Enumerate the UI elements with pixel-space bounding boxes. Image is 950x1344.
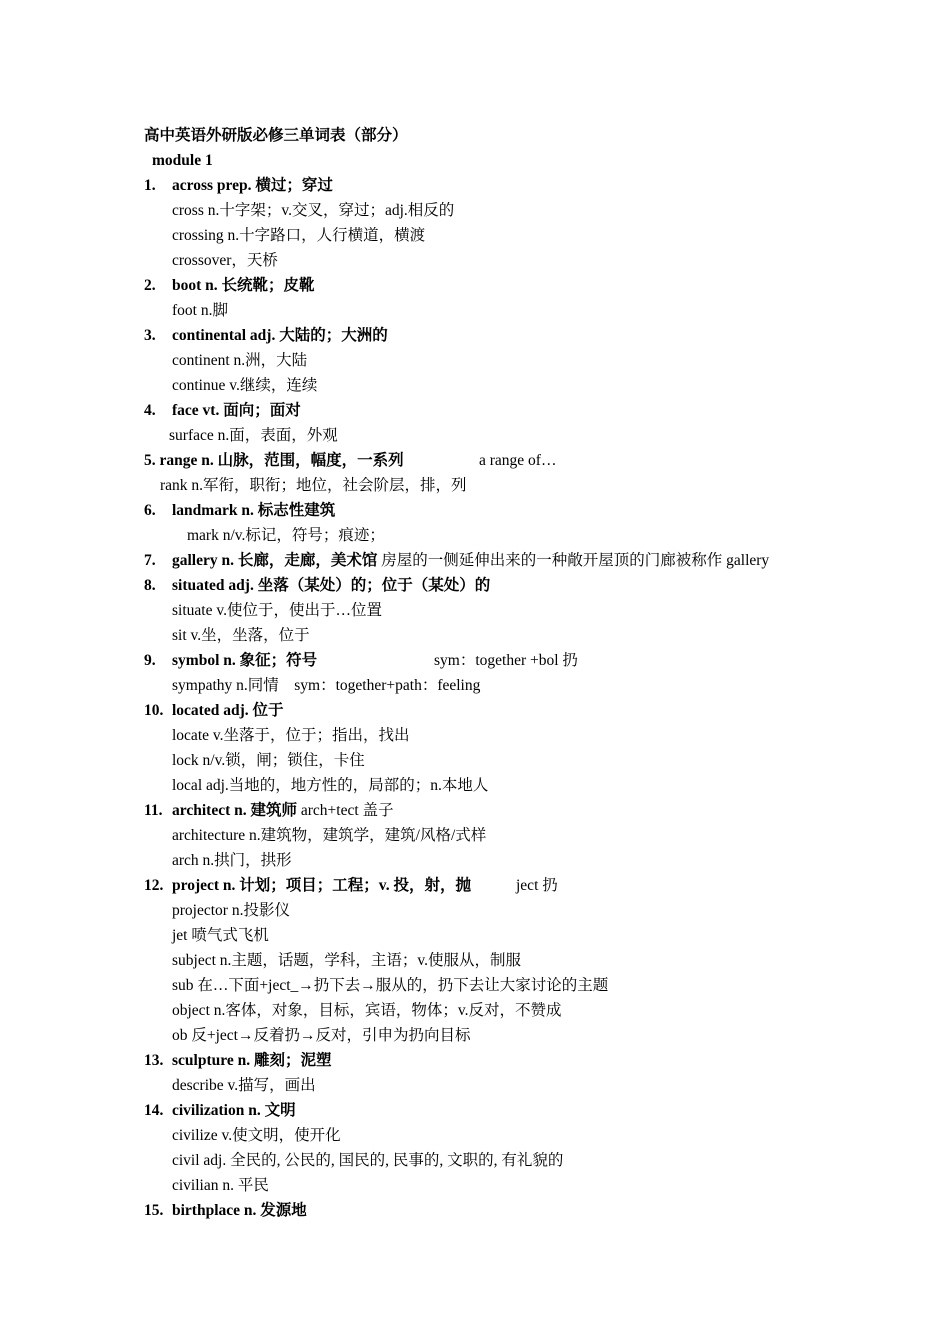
entry-number: 13. (144, 1052, 164, 1069)
entry-headword: located adj. 位于 (172, 702, 284, 719)
entry-headword: boot n. 长统靴；皮靴 (172, 277, 315, 294)
related-word: sympathy n.同情 sym：together+path：feeling (172, 677, 481, 694)
entry-number: 14. (144, 1102, 164, 1119)
entry-number: 8. (144, 577, 156, 594)
related-word: mark n/v.标记，符号；痕迹； (187, 527, 385, 544)
entry-note: arch+tect 盖子 (300, 802, 394, 819)
entry-headword: architect n. 建筑师 (172, 802, 297, 819)
entry-line (172, 801, 394, 821)
entry-number: 15. (144, 1202, 164, 1219)
entry-headword: 5. range n. 山脉，范围，幅度，一系列 (144, 452, 404, 469)
related-word: object n.客体，对象，目标，宾语，物体；v.反对，不赞成 (172, 1002, 562, 1019)
related-word: arch n.拱门，拱形 (172, 852, 292, 869)
entry-number: 6. (144, 502, 156, 519)
related-word: local adj.当地的，地方性的，局部的；n.本地人 (172, 777, 489, 794)
related-word: crossover，天桥 (172, 252, 278, 269)
related-word: projector n.投影仪 (172, 902, 290, 919)
related-word: foot n.脚 (172, 302, 228, 319)
related-word: rank n.军衔，职衔；地位，社会阶层，排，列 (160, 477, 467, 494)
related-word: subject n.主题，话题，学科，主语；v.使服从，制服 (172, 952, 522, 969)
entry-number: 12. (144, 877, 164, 894)
related-word: lock n/v.锁，闸；锁住，卡住 (172, 752, 365, 769)
related-word: continent n.洲，大陆 (172, 352, 308, 369)
related-word: ob 反+ject→反着扔→反对，引申为扔向目标 (172, 1027, 471, 1044)
related-word: civilize v.使文明，使开化 (172, 1127, 341, 1144)
entry-line (172, 551, 769, 571)
entry-headword: project n. 计划；项目；工程；v. 投，射，抛 (172, 877, 471, 894)
entry-headword: face vt. 面向；面对 (172, 402, 301, 419)
entry-number: 11. (144, 802, 163, 819)
related-word: cross n.十字架；v.交叉，穿过；adj.相反的 (172, 202, 455, 219)
entry-number: 1. (144, 177, 156, 194)
entry-headword: symbol n. 象征；符号 (172, 652, 318, 669)
entry-number: 9. (144, 652, 156, 669)
entry-headword: birthplace n. 发源地 (172, 1202, 307, 1219)
page-title: 高中英语外研版必修三单词表（部分） (144, 127, 408, 144)
module-heading: module 1 (152, 152, 213, 169)
entry-headword: sculpture n. 雕刻；泥塑 (172, 1052, 332, 1069)
entry-number: 10. (144, 702, 164, 719)
entry-headword: across prep. 横过；穿过 (172, 177, 333, 194)
related-word: continue v.继续，连续 (172, 377, 318, 394)
entry-note: ject 扔 (516, 877, 558, 894)
entry-headword: landmark n. 标志性建筑 (172, 502, 336, 519)
related-word: jet 喷气式飞机 (172, 927, 269, 944)
related-word: civil adj. 全民的, 公民的, 国民的, 民事的, 文职的, 有礼貌的 (172, 1152, 564, 1169)
entry-number: 2. (144, 277, 156, 294)
entry-number: 4. (144, 402, 156, 419)
entry-headword: situated adj. 坐落（某处）的；位于（某处）的 (172, 577, 491, 594)
related-word: situate v.使位于，使出于…位置 (172, 602, 382, 619)
entry-headword: gallery n. 长廊，走廊，美术馆 (172, 552, 378, 569)
related-word: architecture n.建筑物，建筑学，建筑/风格/式样 (172, 827, 487, 844)
related-word: civilian n. 平民 (172, 1177, 269, 1194)
related-word: describe v.描写，画出 (172, 1077, 316, 1094)
related-word: locate v.坐落于，位于；指出，找出 (172, 727, 410, 744)
related-word: crossing n.十字路口，人行横道，横渡 (172, 227, 426, 244)
entry-note: 房屋的一侧延伸出来的一种敞开屋顶的门廊被称作 gallery (381, 552, 770, 569)
entry-note: a range of… (479, 452, 557, 469)
entry-number: 7. (144, 552, 156, 569)
entry-headword: civilization n. 文明 (172, 1102, 296, 1119)
related-word: sit v.坐，坐落，位于 (172, 627, 310, 644)
related-word: sub 在…下面+ject_→扔下去→服从的，扔下去让大家讨论的主题 (172, 977, 609, 994)
entry-number: 3. (144, 327, 156, 344)
entry-note: sym：together +bol 扔 (434, 652, 578, 669)
related-word: surface n.面，表面，外观 (169, 427, 338, 444)
entry-headword: continental adj. 大陆的；大洲的 (172, 327, 388, 344)
